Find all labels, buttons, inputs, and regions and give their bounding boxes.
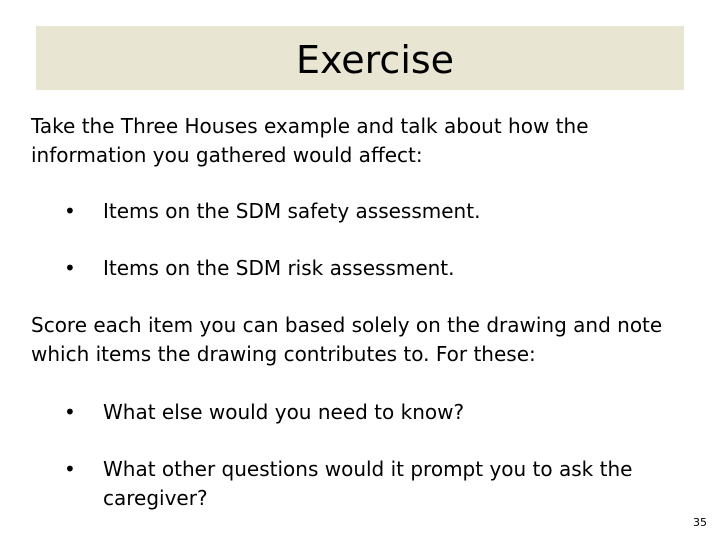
bullet-item-risk-assessment: Items on the SDM risk assessment.: [103, 256, 455, 280]
bullet-item-other-questions: What other questions would it prompt you to ask the caregiver?: [103, 457, 633, 510]
bullet-item-safety-assessment: Items on the SDM safety assessment.: [103, 199, 481, 223]
intro-paragraph: Take the Three Houses example and talk about how the information you gathered would affect:: [31, 114, 589, 167]
bullet-marker: •: [64, 199, 76, 223]
bullet-marker: •: [64, 457, 76, 481]
page-number: 35: [693, 516, 707, 529]
followup-paragraph: Score each item you can based solely on the drawing and note which items the drawing contributes to. For these:: [31, 313, 663, 366]
bullet-item-need-to-know: What else would you need to know?: [103, 400, 465, 424]
title-banner: [36, 26, 684, 90]
bullet-marker: •: [64, 400, 76, 424]
slide-title: Exercise: [295, 38, 455, 82]
bullet-marker: •: [64, 256, 76, 280]
